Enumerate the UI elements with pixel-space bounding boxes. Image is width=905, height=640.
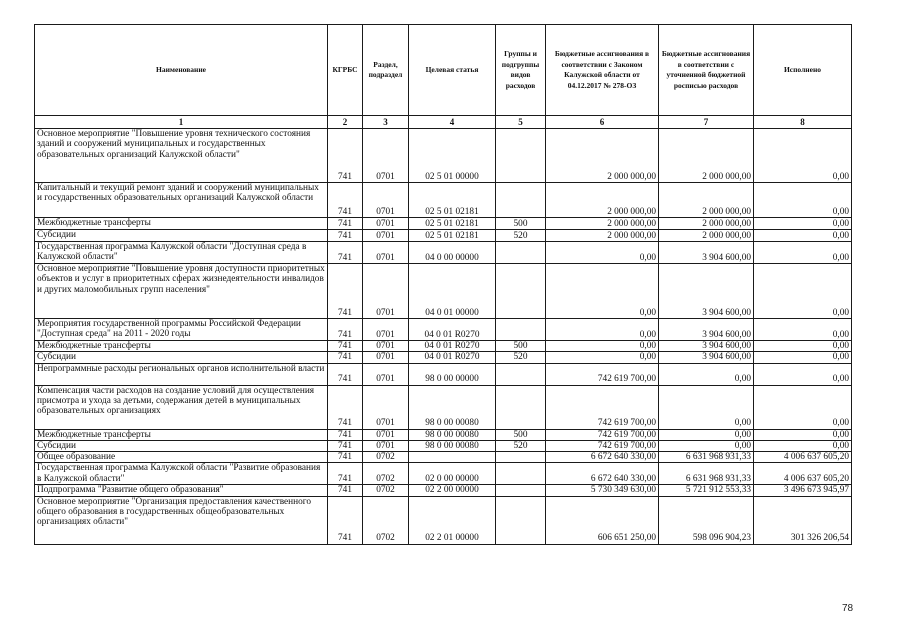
- row-name: Межбюджетные трансферты: [35, 429, 328, 440]
- row-expense-group: [496, 485, 546, 496]
- row-refined-allocation: 0,00: [659, 429, 754, 440]
- row-section: 0701: [363, 440, 409, 451]
- row-refined-allocation: 0,00: [659, 385, 754, 429]
- column-number: 3: [363, 116, 409, 129]
- row-executed: 0,00: [754, 230, 852, 242]
- table-row: [35, 242, 852, 264]
- row-law-allocation: 6 672 640 330,00: [546, 463, 659, 485]
- row-section: 0701: [363, 218, 409, 230]
- row-expense-group: 500: [496, 341, 546, 352]
- table-row: [35, 319, 852, 341]
- row-section: 0701: [363, 429, 409, 440]
- row-target-article: 04 0 01 R0270: [409, 319, 496, 341]
- row-executed: 0,00: [754, 385, 852, 429]
- row-target-article: 04 0 01 00000: [409, 264, 496, 319]
- table-row: [35, 429, 852, 440]
- header-kgrbs: КГРБС: [328, 25, 363, 116]
- row-executed: 0,00: [754, 440, 852, 451]
- row-section: 0702: [363, 463, 409, 485]
- row-name: Субсидии: [35, 440, 328, 451]
- column-number: 2: [328, 116, 363, 129]
- row-refined-allocation: 6 631 968 931,33: [659, 452, 754, 463]
- row-kgrbs: 741: [328, 264, 363, 319]
- column-number: 1: [35, 116, 328, 129]
- row-executed: 0,00: [754, 264, 852, 319]
- row-target-article: 02 5 01 00000: [409, 129, 496, 183]
- row-name: Субсидии: [35, 230, 328, 242]
- header-group: Группы и подгруппы видов расходов: [496, 25, 546, 116]
- row-law-allocation: 6 672 640 330,00: [546, 452, 659, 463]
- row-refined-allocation: 3 904 600,00: [659, 341, 754, 352]
- row-section: 0702: [363, 485, 409, 496]
- header-section: Раздел, подраздел: [363, 25, 409, 116]
- table-row: [35, 341, 852, 352]
- row-section: 0701: [363, 242, 409, 264]
- row-law-allocation: 742 619 700,00: [546, 363, 659, 385]
- row-kgrbs: 741: [328, 218, 363, 230]
- header-name: Наименование: [35, 25, 328, 116]
- row-executed: 0,00: [754, 341, 852, 352]
- row-section: 0701: [363, 363, 409, 385]
- row-kgrbs: 741: [328, 385, 363, 429]
- row-refined-allocation: 3 904 600,00: [659, 319, 754, 341]
- row-section: 0701: [363, 352, 409, 363]
- row-target-article: 04 0 00 00000: [409, 242, 496, 264]
- row-expense-group: 500: [496, 429, 546, 440]
- column-number: 4: [409, 116, 496, 129]
- row-law-allocation: 0,00: [546, 264, 659, 319]
- row-refined-allocation: 2 000 000,00: [659, 230, 754, 242]
- table-row: [35, 129, 852, 183]
- row-target-article: 04 0 01 R0270: [409, 341, 496, 352]
- row-name: Капитальный и текущий ремонт зданий и сооружений муниципальных и государственных образовательных организаций Калужской области: [35, 183, 328, 218]
- row-executed: 0,00: [754, 218, 852, 230]
- row-law-allocation: 0,00: [546, 341, 659, 352]
- table-body: [35, 129, 852, 545]
- row-kgrbs: 741: [328, 341, 363, 352]
- row-executed: 4 006 637 605,20: [754, 463, 852, 485]
- row-executed: 0,00: [754, 129, 852, 183]
- row-expense-group: [496, 496, 546, 544]
- table-row: [35, 385, 852, 429]
- row-name: Основное мероприятие "Повышение уровня технического состояния зданий и сооружений муниципальных и государственных образовательных организаций Калужской области": [35, 129, 328, 183]
- row-kgrbs: 741: [328, 319, 363, 341]
- table-row: [35, 485, 852, 496]
- row-target-article: 98 0 00 00080: [409, 429, 496, 440]
- row-section: 0701: [363, 183, 409, 218]
- column-number: 8: [754, 116, 852, 129]
- row-executed: 0,00: [754, 352, 852, 363]
- row-name: Основное мероприятие "Повышение уровня доступности приоритетных объектов и услуг в приоритетных сферах жизнедеятельности инвалидов и других маломобильных групп населения": [35, 264, 328, 319]
- row-kgrbs: 741: [328, 129, 363, 183]
- row-section: 0701: [363, 230, 409, 242]
- row-target-article: 02 0 00 00000: [409, 463, 496, 485]
- row-kgrbs: 741: [328, 242, 363, 264]
- row-law-allocation: 0,00: [546, 319, 659, 341]
- page-number: 78: [842, 603, 854, 614]
- row-refined-allocation: 598 096 904,23: [659, 496, 754, 544]
- row-section: 0702: [363, 496, 409, 544]
- row-refined-allocation: 2 000 000,00: [659, 129, 754, 183]
- row-target-article: 02 5 01 02181: [409, 218, 496, 230]
- row-law-allocation: 5 730 349 630,00: [546, 485, 659, 496]
- row-law-allocation: 0,00: [546, 352, 659, 363]
- row-name: Межбюджетные трансферты: [35, 341, 328, 352]
- row-refined-allocation: 3 904 600,00: [659, 264, 754, 319]
- row-kgrbs: 741: [328, 230, 363, 242]
- row-expense-group: [496, 463, 546, 485]
- row-expense-group: [496, 129, 546, 183]
- row-section: 0702: [363, 452, 409, 463]
- row-law-allocation: 742 619 700,00: [546, 385, 659, 429]
- header-executed: Исполнено: [754, 25, 852, 116]
- row-target-article: 98 0 00 00080: [409, 385, 496, 429]
- row-kgrbs: 741: [328, 183, 363, 218]
- row-law-allocation: 2 000 000,00: [546, 218, 659, 230]
- row-law-allocation: 0,00: [546, 242, 659, 264]
- row-executed: 0,00: [754, 363, 852, 385]
- row-kgrbs: 741: [328, 496, 363, 544]
- row-refined-allocation: 3 904 600,00: [659, 242, 754, 264]
- row-law-allocation: 2 000 000,00: [546, 230, 659, 242]
- row-target-article: [409, 452, 496, 463]
- row-kgrbs: 741: [328, 452, 363, 463]
- row-refined-allocation: 6 631 968 931,33: [659, 463, 754, 485]
- row-executed: 0,00: [754, 429, 852, 440]
- row-refined-allocation: 2 000 000,00: [659, 218, 754, 230]
- table-row: [35, 183, 852, 218]
- row-executed: 0,00: [754, 242, 852, 264]
- row-refined-allocation: 5 721 912 553,33: [659, 485, 754, 496]
- row-expense-group: [496, 242, 546, 264]
- table-row: [35, 230, 852, 242]
- row-refined-allocation: 0,00: [659, 363, 754, 385]
- row-name: Государственная программа Калужской области "Развитие образования в Калужской области": [35, 463, 328, 485]
- row-name: Субсидии: [35, 352, 328, 363]
- row-law-allocation: 606 651 250,00: [546, 496, 659, 544]
- row-name: Межбюджетные трансферты: [35, 218, 328, 230]
- table-row: [35, 452, 852, 463]
- row-section: 0701: [363, 319, 409, 341]
- row-refined-allocation: 0,00: [659, 440, 754, 451]
- row-law-allocation: 2 000 000,00: [546, 129, 659, 183]
- row-expense-group: 520: [496, 352, 546, 363]
- row-executed: 4 006 637 605,20: [754, 452, 852, 463]
- table-row: [35, 363, 852, 385]
- table-row: [35, 352, 852, 363]
- row-name: Компенсация части расходов на создание условий для осуществления присмотра и ухода за детьми, содержания детей в муниципальных образовательных организациях: [35, 385, 328, 429]
- row-name: Подпрограмма "Развитие общего образования": [35, 485, 328, 496]
- row-expense-group: [496, 363, 546, 385]
- row-expense-group: 500: [496, 218, 546, 230]
- row-target-article: 04 0 01 R0270: [409, 352, 496, 363]
- row-executed: 0,00: [754, 183, 852, 218]
- row-kgrbs: 741: [328, 485, 363, 496]
- row-name: Государственная программа Калужской области "Доступная среда в Калужской области": [35, 242, 328, 264]
- row-refined-allocation: 2 000 000,00: [659, 183, 754, 218]
- column-number: 5: [496, 116, 546, 129]
- row-target-article: 02 5 01 02181: [409, 230, 496, 242]
- row-target-article: 98 0 00 00080: [409, 440, 496, 451]
- row-kgrbs: 741: [328, 440, 363, 451]
- budget-table: [34, 24, 852, 545]
- row-law-allocation: 742 619 700,00: [546, 429, 659, 440]
- row-executed: 3 496 673 945,97: [754, 485, 852, 496]
- row-target-article: 98 0 00 00000: [409, 363, 496, 385]
- row-kgrbs: 741: [328, 352, 363, 363]
- table-row: [35, 496, 852, 544]
- table-row: [35, 218, 852, 230]
- table-row: [35, 463, 852, 485]
- row-name: Непрограммные расходы региональных органов исполнительной власти: [35, 363, 328, 385]
- header-target: Целевая статья: [409, 25, 496, 116]
- row-law-allocation: 742 619 700,00: [546, 440, 659, 451]
- row-expense-group: [496, 452, 546, 463]
- row-executed: 301 326 206,54: [754, 496, 852, 544]
- row-expense-group: [496, 319, 546, 341]
- row-kgrbs: 741: [328, 363, 363, 385]
- row-section: 0701: [363, 129, 409, 183]
- row-expense-group: 520: [496, 230, 546, 242]
- row-expense-group: [496, 385, 546, 429]
- row-expense-group: [496, 264, 546, 319]
- row-target-article: 02 5 01 02181: [409, 183, 496, 218]
- header-refined-allocation: Бюджетные ассигнования в соответствии с уточненной бюджетной росписью расходов: [659, 25, 754, 116]
- row-law-allocation: 2 000 000,00: [546, 183, 659, 218]
- row-executed: 0,00: [754, 319, 852, 341]
- row-kgrbs: 741: [328, 429, 363, 440]
- row-section: 0701: [363, 341, 409, 352]
- row-refined-allocation: 3 904 600,00: [659, 352, 754, 363]
- table-row: [35, 440, 852, 451]
- row-expense-group: 520: [496, 440, 546, 451]
- row-target-article: 02 2 01 00000: [409, 496, 496, 544]
- row-name: Общее образование: [35, 452, 328, 463]
- column-number-row: [35, 116, 852, 129]
- row-section: 0701: [363, 385, 409, 429]
- table-row: [35, 264, 852, 319]
- column-number: 7: [659, 116, 754, 129]
- row-kgrbs: 741: [328, 463, 363, 485]
- row-expense-group: [496, 183, 546, 218]
- row-target-article: 02 2 00 00000: [409, 485, 496, 496]
- row-name: Мероприятия государственной программы Российской Федерации "Доступная среда" на 2011 - 2020 годы: [35, 319, 328, 341]
- row-section: 0701: [363, 264, 409, 319]
- row-name: Основное мероприятие "Организация предоставления качественного общего образования в государственных общеобразовательных организациях области": [35, 496, 328, 544]
- header-law-allocation: Бюджетные ассигнования в соответствии с Законом Калужской области от 04.12.2017 № 278-ОЗ: [546, 25, 659, 116]
- column-number: 6: [546, 116, 659, 129]
- header-row: [35, 25, 852, 116]
